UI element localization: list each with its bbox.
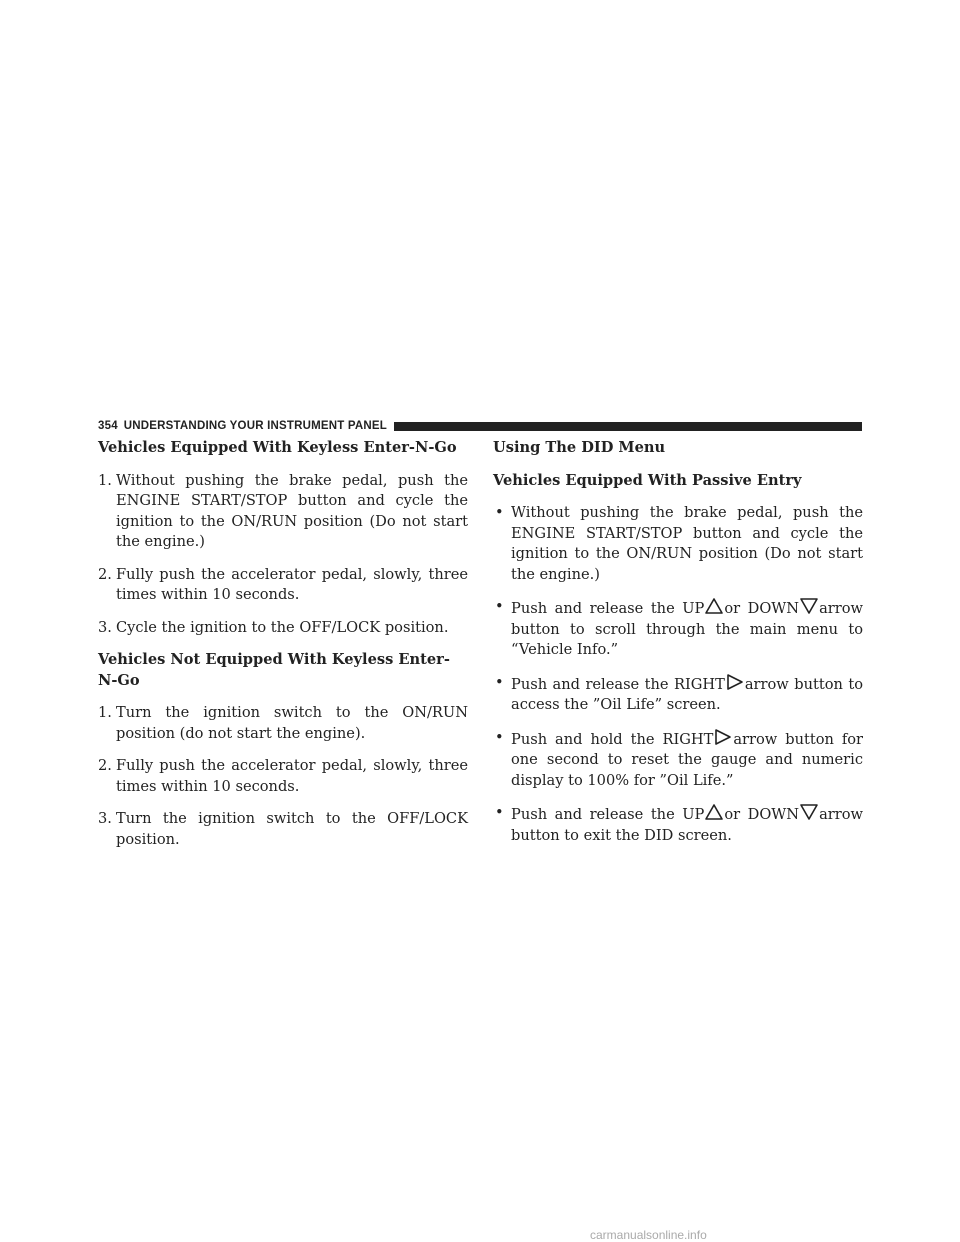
bullet-text: Push and hold the RIGHT bbox=[511, 730, 714, 748]
keyless-step-2 bbox=[98, 565, 468, 606]
no-keyless-step-2 bbox=[98, 756, 468, 797]
bullet-text: Push and release the UP bbox=[511, 600, 705, 617]
section-title: UNDERSTANDING YOUR INSTRUMENT PANEL bbox=[123, 420, 387, 432]
bullet-marker: • bbox=[495, 804, 504, 821]
bullet-text: arrow button to scroll through the main menu to “Vehicle Info.” bbox=[511, 600, 863, 658]
bullet-marker: • bbox=[495, 673, 504, 691]
no-keyless-step-1 bbox=[98, 703, 468, 744]
right-arrow-icon bbox=[725, 673, 745, 691]
bullet-text: arrow button to exit the DID screen. bbox=[511, 806, 863, 844]
bullet-marker: • bbox=[495, 598, 504, 615]
header-rule bbox=[394, 422, 862, 431]
bullet-1 bbox=[493, 503, 863, 585]
no-keyless-step-3 bbox=[98, 809, 468, 850]
bullet-5 bbox=[493, 803, 863, 846]
bullet-4 bbox=[493, 728, 863, 792]
step-number: 2. bbox=[98, 565, 112, 583]
bullet-text: or DOWN bbox=[724, 600, 800, 617]
keyless-heading: Vehicles Equipped With Keyless Enter-N-Go bbox=[98, 439, 457, 456]
step-number: 3. bbox=[98, 618, 112, 636]
step-text: Turn the ignition switch to the ON/RUN position (do not start the engine). bbox=[116, 704, 468, 742]
left-column bbox=[98, 438, 468, 862]
step-number: 3. bbox=[98, 810, 112, 827]
keyless-step-3 bbox=[98, 618, 468, 639]
right-column bbox=[493, 438, 863, 858]
step-text: Turn the ignition switch to the OFF/LOCK position. bbox=[116, 810, 468, 848]
right-arrow-icon bbox=[713, 728, 733, 746]
step-number: 1. bbox=[98, 471, 112, 489]
down-arrow-icon bbox=[799, 597, 819, 615]
step-text: Without pushing the brake pedal, push the ENGINE START/STOP button and cycle the ignition to the ON/RUN position (Do not start the engine.) bbox=[116, 471, 468, 550]
bullet-text: or DOWN bbox=[724, 806, 800, 823]
bullet-text: Without pushing the brake pedal, push the ENGINE START/STOP button and cycle the ignition to the ON/RUN position (Do not start the engine.) bbox=[511, 504, 863, 583]
page-header bbox=[98, 419, 862, 433]
step-number: 1. bbox=[98, 704, 112, 721]
bullet-text: arrow button to access the ”Oil Life” screen. bbox=[511, 675, 863, 713]
bullet-text: Push and release the UP bbox=[511, 806, 705, 823]
bullet-text: arrow button for one second to reset the gauge and numeric display to 100% for ”Oil Life.” bbox=[511, 730, 864, 789]
bullet-3 bbox=[493, 673, 863, 716]
bullet-2 bbox=[493, 597, 863, 661]
bullet-marker: • bbox=[495, 728, 504, 746]
page-number: 354 bbox=[98, 420, 118, 432]
up-arrow-icon bbox=[704, 597, 724, 615]
down-arrow-icon bbox=[799, 803, 819, 821]
step-number: 2. bbox=[98, 757, 112, 774]
up-arrow-icon bbox=[704, 803, 724, 821]
keyless-step-1 bbox=[98, 471, 468, 553]
passive-entry-heading: Vehicles Equipped With Passive Entry bbox=[493, 471, 802, 489]
step-text: Fully push the accelerator pedal, slowly, three times within 10 seconds. bbox=[116, 757, 468, 795]
step-text: Fully push the accelerator pedal, slowly, three times within 10 seconds. bbox=[116, 565, 468, 603]
bullet-marker: • bbox=[495, 504, 504, 521]
no-keyless-heading: Vehicles Not Equipped With Keyless Enter-N-Go bbox=[98, 651, 450, 689]
step-text: Cycle the ignition to the OFF/LOCK position. bbox=[116, 618, 449, 636]
did-menu-heading: Using The DID Menu bbox=[493, 439, 666, 456]
bullet-text: Push and release the RIGHT bbox=[511, 675, 725, 693]
watermark: carmanualsonline.info bbox=[590, 1228, 707, 1242]
